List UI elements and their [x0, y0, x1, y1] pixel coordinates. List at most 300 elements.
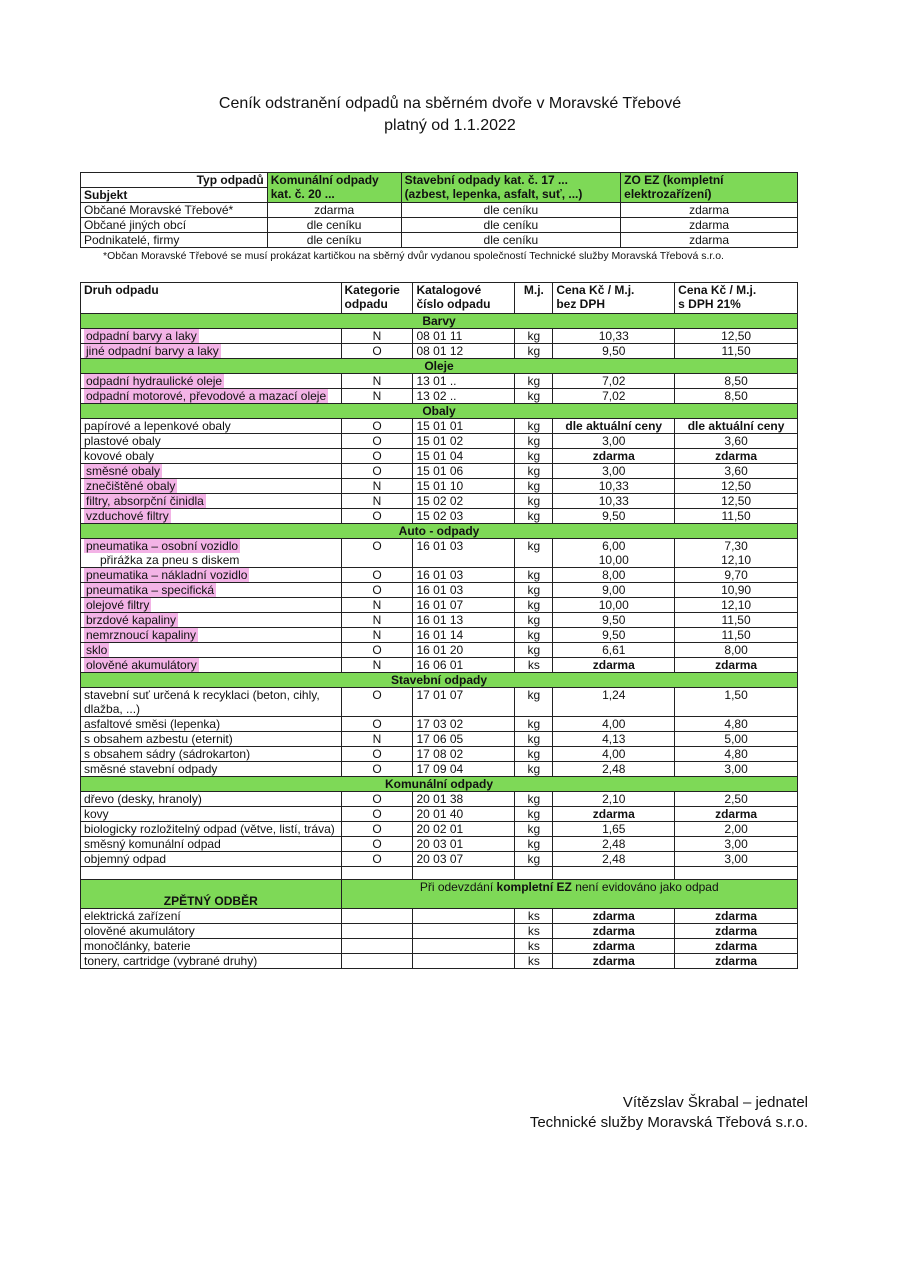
table-row — [81, 419, 798, 434]
category-cell: O — [341, 717, 413, 732]
unit-cell: kg — [515, 822, 553, 837]
price-vat-cell — [675, 807, 798, 822]
price-value: 3,00 — [602, 434, 626, 448]
price-vat-cell — [675, 658, 798, 673]
category-cell: N — [341, 628, 413, 643]
waste-name: olejové filtry — [86, 598, 150, 612]
price-value: 10,00 — [598, 553, 629, 567]
waste-name-cell — [81, 479, 342, 494]
unit-cell: ks — [515, 658, 553, 673]
unit-cell: kg — [515, 688, 553, 717]
empty-cell — [341, 909, 413, 924]
waste-name-cell — [81, 494, 342, 509]
waste-name-cell — [81, 717, 342, 732]
price-vat-value: 3,60 — [724, 464, 748, 478]
subject-cell: dle ceníku — [267, 218, 401, 233]
price-cell: zdarma — [553, 924, 675, 939]
price-value: 9,50 — [602, 628, 626, 642]
section-header — [81, 404, 798, 419]
category-cell: O — [341, 344, 413, 359]
waste-name-cell — [81, 643, 342, 658]
price-vat-cell — [675, 643, 798, 658]
price-value: 9,00 — [602, 583, 626, 597]
catalog-code-cell: 16 01 13 — [413, 613, 515, 628]
price-vat-cell — [675, 747, 798, 762]
takeback-note — [341, 880, 798, 909]
unit-cell: kg — [515, 464, 553, 479]
price-vat-cell — [675, 583, 798, 598]
price-vat-cell — [675, 598, 798, 613]
table-row — [81, 924, 798, 939]
category-cell: N — [341, 329, 413, 344]
price-cell — [553, 658, 675, 673]
category-cell: O — [341, 568, 413, 583]
table-row — [81, 494, 798, 509]
waste-name: biologicky rozložitelný odpad (větve, listí, tráva) — [84, 822, 335, 836]
catalog-code-cell: 15 02 02 — [413, 494, 515, 509]
table-row — [81, 762, 798, 777]
catalog-code-cell: 08 01 11 — [413, 329, 515, 344]
catalog-code-cell: 08 01 12 — [413, 344, 515, 359]
subject-cell: zdarma — [267, 203, 401, 218]
empty-cell — [413, 954, 515, 969]
price-vat-cell: zdarma — [675, 954, 798, 969]
category-cell: O — [341, 464, 413, 479]
category-cell: N — [341, 658, 413, 673]
price-vat-cell — [675, 568, 798, 583]
waste-name-cell — [81, 329, 342, 344]
waste-name: znečištěné obaly — [86, 479, 176, 493]
unit-cell: ks — [515, 909, 553, 924]
price-cell: zdarma — [553, 954, 675, 969]
table-row — [81, 568, 798, 583]
waste-name-cell — [81, 434, 342, 449]
price-vat-value: 3,00 — [724, 852, 748, 866]
table-row — [81, 732, 798, 747]
catalog-code-cell: 15 01 04 — [413, 449, 515, 464]
category-cell: O — [341, 449, 413, 464]
empty-cell — [81, 867, 342, 880]
section-title: Komunální odpady — [81, 777, 798, 792]
header-price-vat: Cena Kč / M.j. s DPH 21% — [675, 283, 798, 314]
empty-cell — [413, 939, 515, 954]
section-title: Barvy — [81, 314, 798, 329]
price-vat-cell — [675, 732, 798, 747]
waste-name: asfaltové směsi (lepenka) — [84, 717, 221, 731]
catalog-code-cell: 20 01 38 — [413, 792, 515, 807]
waste-name: stavební suť určená k recyklaci (beton, cihly, dlažba, ...) — [84, 688, 320, 716]
price-vat-value: 4,80 — [724, 747, 748, 761]
empty-cell — [341, 924, 413, 939]
waste-name: směsné stavební odpady — [84, 762, 218, 776]
table-row — [81, 344, 798, 359]
category-cell: O — [341, 419, 413, 434]
waste-name-cell — [81, 747, 342, 762]
unit-cell: kg — [515, 434, 553, 449]
section-title: Oleje — [81, 359, 798, 374]
empty-cell — [341, 939, 413, 954]
subject-table — [80, 172, 798, 248]
table-row — [81, 329, 798, 344]
catalog-code-cell: 15 01 01 — [413, 419, 515, 434]
subject-row — [81, 233, 798, 248]
price-vat-value: 12,50 — [721, 494, 752, 508]
waste-name-cell — [81, 389, 342, 404]
price-vat-value: 7,30 — [724, 539, 748, 553]
catalog-code-cell: 17 09 04 — [413, 762, 515, 777]
waste-name-cell — [81, 449, 342, 464]
price-vat-value: 5,00 — [724, 732, 748, 746]
category-cell: O — [341, 509, 413, 524]
waste-name: filtry, absorpční činidla — [86, 494, 204, 508]
unit-cell: kg — [515, 717, 553, 732]
table-row — [81, 747, 798, 762]
takeback-title: ZPĚTNÝ ODBĚR — [81, 880, 342, 909]
table-row — [81, 613, 798, 628]
table-row — [81, 509, 798, 524]
price-vat-cell — [675, 717, 798, 732]
unit-cell: kg — [515, 374, 553, 389]
subject-name: Občané Moravské Třebové* — [81, 203, 268, 218]
header-unit: M.j. — [515, 283, 553, 314]
price-vat-cell — [675, 509, 798, 524]
price-vat-cell — [675, 389, 798, 404]
price-vat-value: zdarma — [715, 449, 758, 463]
subject-cell: dle ceníku — [401, 218, 621, 233]
unit-cell: kg — [515, 494, 553, 509]
price-vat-value: 3,00 — [724, 762, 748, 776]
catalog-code-cell: 17 03 02 — [413, 717, 515, 732]
price-vat-cell — [675, 329, 798, 344]
table-row — [81, 717, 798, 732]
section-title: Obaly — [81, 404, 798, 419]
empty-cell — [413, 924, 515, 939]
price-vat-value: dle aktuální ceny — [687, 419, 785, 433]
waste-name: kovové obaly — [84, 449, 155, 463]
subject-row — [81, 218, 798, 233]
price-cell — [553, 344, 675, 359]
price-value: 9,50 — [602, 344, 626, 358]
catalog-code-cell: 13 01 .. — [413, 374, 515, 389]
price-vat-cell — [675, 852, 798, 867]
price-table — [80, 282, 798, 969]
category-cell: O — [341, 688, 413, 717]
table-row — [81, 479, 798, 494]
table-row — [81, 374, 798, 389]
waste-subname: přirážka za pneu s diskem — [100, 553, 240, 567]
unit-cell: kg — [515, 837, 553, 852]
price-value: 1,65 — [602, 822, 626, 836]
price-value: 9,50 — [602, 613, 626, 627]
subject-footnote: *Občan Moravské Třebové se musí prokázat kartičkou na sběrný dvůr vydanou společností Technické služby Moravská Třebová s.r.o. — [103, 250, 724, 262]
unit-cell: ks — [515, 954, 553, 969]
category-cell: N — [341, 613, 413, 628]
catalog-code-cell: 16 01 03 — [413, 583, 515, 598]
waste-name-cell: monočlánky, baterie — [81, 939, 342, 954]
catalog-code-cell: 20 02 01 — [413, 822, 515, 837]
catalog-code-cell: 16 01 03 — [413, 539, 515, 568]
waste-name-cell — [81, 539, 342, 568]
waste-name: pneumatika – osobní vozidlo — [86, 539, 239, 553]
subject-cell: zdarma — [621, 203, 798, 218]
empty-cell — [341, 867, 413, 880]
price-cell — [553, 419, 675, 434]
waste-name-cell — [81, 807, 342, 822]
waste-name-cell — [81, 837, 342, 852]
price-value: 10,00 — [598, 598, 629, 612]
price-value: zdarma — [592, 658, 635, 672]
waste-name-cell — [81, 344, 342, 359]
price-cell — [553, 374, 675, 389]
table-row — [81, 598, 798, 613]
price-value: zdarma — [592, 449, 635, 463]
price-table-header — [81, 283, 798, 314]
price-value: 4,13 — [602, 732, 626, 746]
section-header — [81, 777, 798, 792]
price-cell — [553, 762, 675, 777]
waste-name-cell — [81, 464, 342, 479]
section-header — [81, 524, 798, 539]
section-header — [81, 314, 798, 329]
waste-name: vzduchové filtry — [86, 509, 169, 523]
catalog-code-cell: 15 01 06 — [413, 464, 515, 479]
category-cell: O — [341, 539, 413, 568]
header-waste-type: Typ odpadů — [81, 173, 268, 188]
waste-name: olověné akumulátory — [86, 658, 197, 672]
unit-cell: kg — [515, 389, 553, 404]
waste-name: objemný odpad — [84, 852, 167, 866]
signature-name: Vítězslav Škrabal – jednatel — [622, 1094, 808, 1111]
unit-cell: kg — [515, 807, 553, 822]
price-cell — [553, 598, 675, 613]
category-cell: N — [341, 494, 413, 509]
waste-name: jiné odpadní barvy a laky — [86, 344, 219, 358]
price-cell — [553, 479, 675, 494]
price-cell — [553, 329, 675, 344]
price-vat-value: 1,50 — [724, 688, 748, 702]
catalog-code-cell: 17 08 02 — [413, 747, 515, 762]
table-row — [81, 688, 798, 717]
unit-cell: kg — [515, 329, 553, 344]
unit-cell: ks — [515, 924, 553, 939]
subject-name: Občané jiných obcí — [81, 218, 268, 233]
empty-cell — [675, 867, 798, 880]
price-cell — [553, 717, 675, 732]
table-row — [81, 954, 798, 969]
table-row — [81, 822, 798, 837]
unit-cell: kg — [515, 732, 553, 747]
waste-name-cell — [81, 852, 342, 867]
takeback-note-text: není evidováno jako odpad — [571, 880, 719, 894]
waste-name-cell — [81, 509, 342, 524]
table-row — [81, 434, 798, 449]
table-row — [81, 539, 798, 568]
waste-name: pneumatika – nákladní vozidlo — [86, 568, 248, 582]
waste-name-cell — [81, 374, 342, 389]
price-value: 6,00 — [602, 539, 626, 553]
waste-name-cell: olověné akumulátory — [81, 924, 342, 939]
subject-cell: dle ceníku — [401, 233, 621, 248]
unit-cell: kg — [515, 568, 553, 583]
catalog-code-cell: 20 03 07 — [413, 852, 515, 867]
price-value: 2,48 — [602, 762, 626, 776]
table-row — [81, 449, 798, 464]
catalog-code-cell: 16 01 03 — [413, 568, 515, 583]
price-vat-value: 3,60 — [724, 434, 748, 448]
price-vat-value: 8,50 — [724, 389, 748, 403]
price-value: 2,48 — [602, 852, 626, 866]
waste-name: plastové obaly — [84, 434, 161, 448]
table-row — [81, 837, 798, 852]
price-value: 4,00 — [602, 747, 626, 761]
category-cell: O — [341, 434, 413, 449]
price-cell — [553, 807, 675, 822]
category-cell: O — [341, 792, 413, 807]
header-construction: Stavební odpady kat. č. 17 ... (azbest, lepenka, asfalt, suť, ...) — [401, 173, 621, 203]
price-cell — [553, 613, 675, 628]
category-cell: O — [341, 747, 413, 762]
price-vat-value: 12,10 — [721, 553, 752, 567]
price-cell — [553, 688, 675, 717]
price-value: 9,50 — [602, 509, 626, 523]
empty-cell — [341, 954, 413, 969]
table-row — [81, 389, 798, 404]
price-vat-cell — [675, 419, 798, 434]
header-category: Kategorie odpadu — [341, 283, 413, 314]
price-value: dle aktuální ceny — [565, 419, 663, 433]
category-cell: N — [341, 479, 413, 494]
price-vat-cell — [675, 494, 798, 509]
price-vat-value: 11,50 — [721, 613, 751, 627]
waste-name-cell — [81, 792, 342, 807]
waste-name: odpadní barvy a laky — [86, 329, 197, 343]
category-cell: O — [341, 762, 413, 777]
price-cell — [553, 389, 675, 404]
price-cell — [553, 643, 675, 658]
price-value: 7,02 — [602, 389, 626, 403]
waste-name: s obsahem azbestu (eternit) — [84, 732, 233, 746]
unit-cell: kg — [515, 628, 553, 643]
unit-cell: kg — [515, 643, 553, 658]
waste-name-cell — [81, 613, 342, 628]
category-cell: O — [341, 643, 413, 658]
waste-name-cell — [81, 688, 342, 717]
header-communal: Komunální odpady kat. č. 20 ... — [267, 173, 401, 203]
price-vat-value: zdarma — [715, 807, 758, 821]
price-vat-cell: zdarma — [675, 939, 798, 954]
takeback-header — [81, 880, 798, 909]
table-row — [81, 807, 798, 822]
header-electro: ZO EZ (kompletní elektrozařízení) — [621, 173, 798, 203]
price-value: 7,02 — [602, 374, 626, 388]
price-vat-cell: zdarma — [675, 924, 798, 939]
waste-name: odpadní motorové, převodové a mazací oleje — [86, 389, 327, 403]
unit-cell: kg — [515, 598, 553, 613]
catalog-code-cell: 16 06 01 — [413, 658, 515, 673]
price-vat-value: 3,00 — [724, 837, 748, 851]
subject-cell: dle ceníku — [401, 203, 621, 218]
waste-name: brzdové kapaliny — [86, 613, 177, 627]
waste-name: směsné obaly — [86, 464, 161, 478]
waste-name-cell — [81, 822, 342, 837]
empty-cell — [515, 867, 553, 880]
unit-cell: kg — [515, 449, 553, 464]
price-vat-value: 8,50 — [724, 374, 748, 388]
table-row — [81, 464, 798, 479]
waste-name: dřevo (desky, hranoly) — [84, 792, 202, 806]
price-vat-value: 2,00 — [724, 822, 748, 836]
catalog-code-cell: 16 01 20 — [413, 643, 515, 658]
price-vat-value: 11,50 — [721, 628, 751, 642]
price-vat-value: 2,50 — [724, 792, 748, 806]
waste-name-cell — [81, 419, 342, 434]
price-vat-value: 9,70 — [724, 568, 748, 582]
catalog-code-cell: 13 02 .. — [413, 389, 515, 404]
price-vat-cell — [675, 449, 798, 464]
price-cell — [553, 732, 675, 747]
price-vat-value: 4,80 — [724, 717, 748, 731]
price-cell — [553, 792, 675, 807]
header-waste-kind: Druh odpadu — [81, 283, 342, 314]
price-vat-cell — [675, 479, 798, 494]
waste-name-cell — [81, 732, 342, 747]
category-cell: O — [341, 852, 413, 867]
section-header — [81, 673, 798, 688]
spacer-row — [81, 867, 798, 880]
catalog-code-cell: 16 01 07 — [413, 598, 515, 613]
catalog-code-cell: 20 01 40 — [413, 807, 515, 822]
unit-cell: kg — [515, 539, 553, 568]
unit-cell: kg — [515, 509, 553, 524]
price-vat-cell — [675, 613, 798, 628]
unit-cell: kg — [515, 419, 553, 434]
unit-cell: ks — [515, 939, 553, 954]
price-vat-cell — [675, 434, 798, 449]
price-cell: zdarma — [553, 939, 675, 954]
unit-cell: kg — [515, 613, 553, 628]
table-row — [81, 909, 798, 924]
price-cell — [553, 539, 675, 568]
table-row — [81, 939, 798, 954]
price-vat-cell — [675, 822, 798, 837]
price-cell — [553, 494, 675, 509]
waste-name: nemrznoucí kapaliny — [86, 628, 197, 642]
signature-company: Technické služby Moravská Třebová s.r.o. — [529, 1114, 808, 1131]
table-row — [81, 628, 798, 643]
category-cell: N — [341, 389, 413, 404]
subject-cell: dle ceníku — [267, 233, 401, 248]
category-cell: O — [341, 583, 413, 598]
price-value: 2,48 — [602, 837, 626, 851]
subject-cell: zdarma — [621, 218, 798, 233]
section-title: Stavební odpady — [81, 673, 798, 688]
price-value: 1,24 — [602, 688, 626, 702]
waste-name: papírové a lepenkové obaly — [84, 419, 231, 433]
unit-cell: kg — [515, 747, 553, 762]
price-vat-cell — [675, 344, 798, 359]
waste-name: směsný komunální odpad — [84, 837, 221, 851]
price-cell: zdarma — [553, 909, 675, 924]
table-row — [81, 852, 798, 867]
price-value: 8,00 — [602, 568, 626, 582]
unit-cell: kg — [515, 479, 553, 494]
subject-cell: zdarma — [621, 233, 798, 248]
price-cell — [553, 464, 675, 479]
price-cell — [553, 837, 675, 852]
price-cell — [553, 852, 675, 867]
subject-name: Podnikatelé, firmy — [81, 233, 268, 248]
section-title: Auto - odpady — [81, 524, 798, 539]
